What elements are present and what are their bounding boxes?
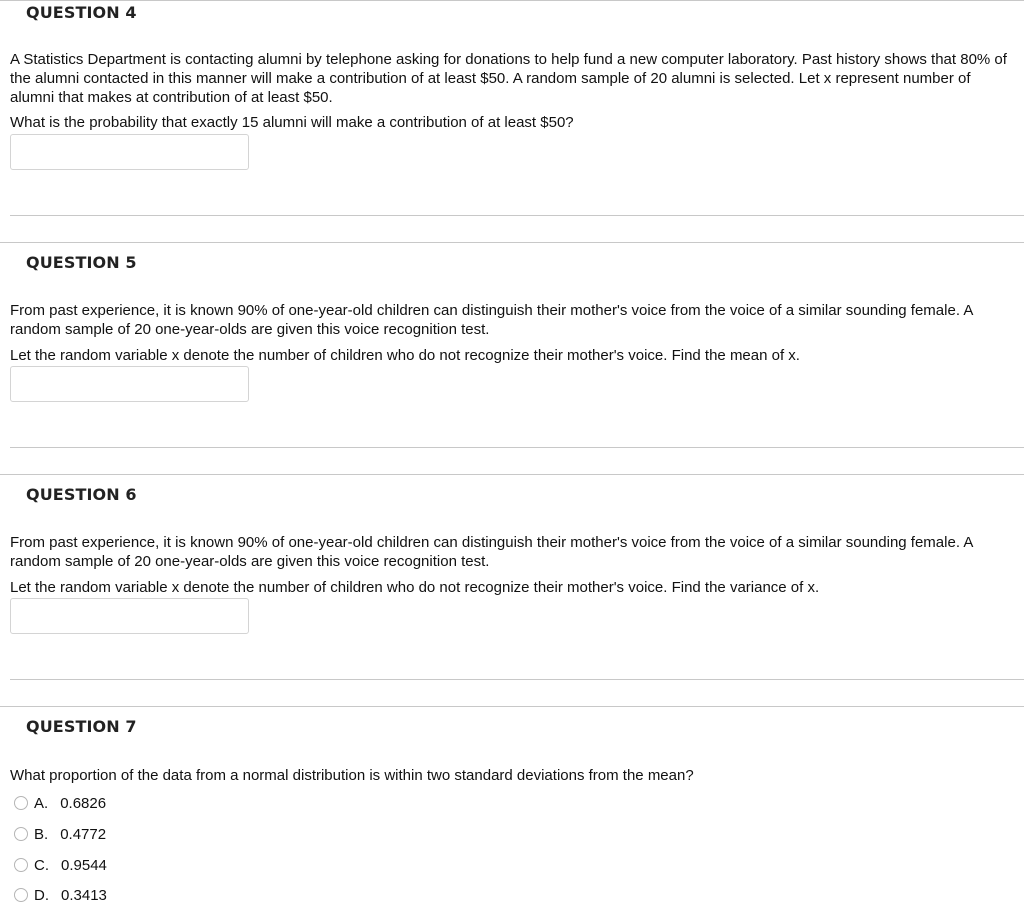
- option-c-letter: C.: [34, 856, 49, 874]
- question-5-answer-input[interactable]: [10, 366, 249, 402]
- option-d[interactable]: [14, 885, 107, 905]
- question-6-header: [0, 474, 1024, 503]
- option-a[interactable]: [14, 793, 106, 813]
- option-d-value: 0.3413: [61, 886, 107, 904]
- question-5-text: From past experience, it is known 90% of one-year-old children can distinguish their mother's voice from the voice of a similar sounding female. A random sample of 20 one-year-olds are given this voice recognition test.: [10, 302, 973, 338]
- option-c[interactable]: [14, 855, 107, 875]
- question-7-header: [0, 706, 1024, 735]
- option-b-value: 0.4772: [60, 825, 107, 843]
- option-b[interactable]: [14, 824, 106, 844]
- question-6-answer-input[interactable]: [10, 598, 249, 634]
- question-6-divider: [10, 679, 1024, 680]
- question-4-prompt: What is the probability that exactly 15 alumni will make a contribution of at least $50?: [10, 114, 574, 131]
- radio-d-icon[interactable]: [14, 888, 28, 902]
- question-7-title: QUESTION 7: [26, 717, 137, 736]
- question-6-text: From past experience, it is known 90% of one-year-old children can distinguish their mother's voice from the voice of a similar sounding female. A random sample of 20 one-year-olds are given this voice recognition test.: [10, 534, 973, 570]
- option-a-letter: A.: [34, 794, 49, 812]
- question-4-text: A Statistics Department is contacting alumni by telephone asking for donations to help fund a new computer laboratory. Past history shows that 80% of the alumni contacted in this manner will make a contribution of at least $50. A random sample of 20 alumni is selected. Let x represent number of alumni that makes at contribution of at least $50.: [10, 51, 1007, 106]
- radio-c-icon[interactable]: [14, 858, 28, 872]
- question-4-answer-input[interactable]: [10, 134, 249, 170]
- question-5-divider: [10, 447, 1024, 448]
- option-c-value: 0.9544: [61, 856, 107, 874]
- radio-b-icon[interactable]: [14, 827, 28, 841]
- option-a-value: 0.6826: [60, 794, 107, 812]
- option-d-letter: D.: [34, 886, 49, 904]
- question-4-title: QUESTION 4: [26, 3, 137, 22]
- question-4-divider: [10, 215, 1024, 216]
- question-5-prompt: Let the random variable x denote the number of children who do not recognize their mother's voice. Find the mean of x.: [10, 347, 800, 364]
- radio-a-icon[interactable]: [14, 796, 28, 810]
- question-4-header: [0, 0, 1024, 29]
- option-b-letter: B.: [34, 825, 49, 843]
- question-5-title: QUESTION 5: [26, 253, 137, 272]
- question-6-prompt: Let the random variable x denote the number of children who do not recognize their mother's voice. Find the variance of x.: [10, 579, 820, 596]
- question-7-text: What proportion of the data from a normal distribution is within two standard deviations from the mean?: [10, 767, 694, 784]
- question-6-title: QUESTION 6: [26, 485, 137, 504]
- question-5-header: [0, 242, 1024, 271]
